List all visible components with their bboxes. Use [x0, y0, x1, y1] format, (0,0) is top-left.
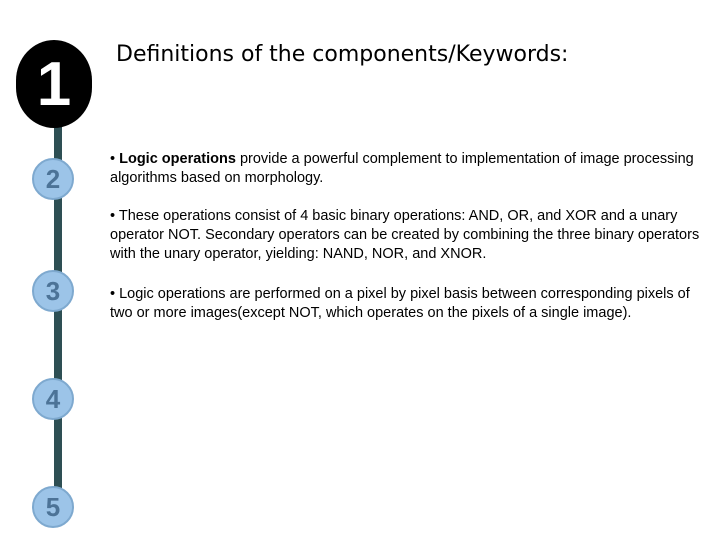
- bullet-basic-operations: • These operations consist of 4 basic binary operations: AND, OR, and XOR and a unary operator NOT. Secondary operators can be created by combining the three binary operators with the unary operator, yielding: NAND, NOR, and XNOR.: [110, 208, 700, 262]
- bullet-text: provide a powerful complement to implementation of image processing algorithms based on morphology.: [110, 151, 694, 186]
- step-5-marker[interactable]: [32, 486, 74, 528]
- bullet-marker: •: [110, 151, 120, 167]
- step-3-marker[interactable]: [32, 270, 74, 312]
- step-4-marker[interactable]: [32, 378, 74, 420]
- step-4-number: 4: [45, 383, 61, 414]
- bullet-logic-operations: [110, 150, 710, 188]
- step-5-number: 5: [45, 491, 61, 522]
- step-1-marker[interactable]: [16, 40, 92, 128]
- slide-title: Definitions of the components/Keywords:: [116, 42, 569, 67]
- step-1-number: 1: [36, 49, 72, 119]
- step-2-marker[interactable]: [32, 158, 74, 200]
- step-3-number: 3: [45, 275, 61, 306]
- bullet-pixel-basis: • Logic operations are performed on a pixel by pixel basis between corresponding pixels of two or more images(except NOT, which operates on the pixels of a single image).: [110, 286, 690, 321]
- step-2-number: 2: [45, 163, 61, 194]
- bullet-keyword: Logic operations: [119, 151, 236, 167]
